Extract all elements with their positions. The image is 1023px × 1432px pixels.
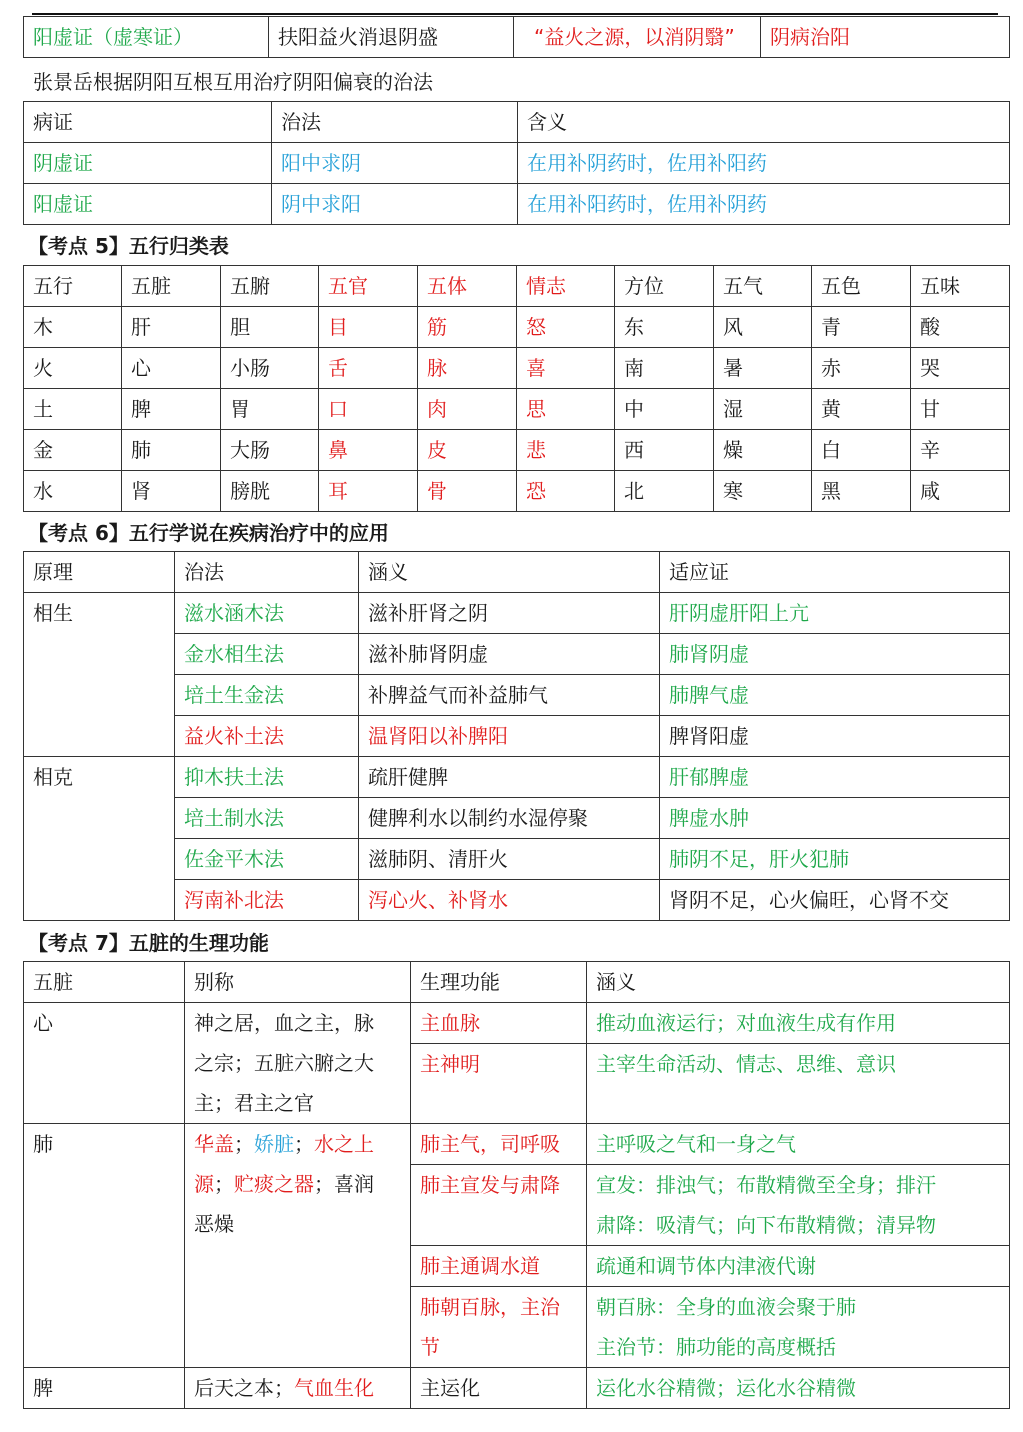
alias-line	[194, 1164, 410, 1204]
cell: 风	[714, 307, 812, 348]
cell: 水	[24, 471, 122, 512]
alias-line	[194, 1124, 410, 1164]
column-header: 涵义	[587, 962, 1010, 1003]
alias-zhutan: 贮痰之器	[234, 1172, 314, 1196]
function-line: 节	[420, 1335, 440, 1359]
function-cell	[411, 1287, 587, 1368]
cell: 寒	[714, 471, 812, 512]
alias-sep: ；喜润	[314, 1172, 374, 1196]
alias-huagai: 华盖	[194, 1132, 234, 1156]
column-header: 适应证	[660, 552, 1010, 593]
table-header-row	[24, 962, 1010, 1003]
meaning-cell: 主呼吸之气和一身之气	[587, 1124, 1010, 1165]
column-header: 病证	[24, 102, 272, 143]
alias-qixue: 气血生化	[294, 1376, 374, 1400]
cell: 健脾利水以制约水湿停聚	[359, 798, 660, 839]
table-row	[24, 593, 1010, 634]
cell: 脾肾阳虚	[660, 716, 1010, 757]
cell: 黄	[812, 389, 911, 430]
section5-title: 【考点 5】五行归类表	[28, 234, 229, 258]
alias-shui-b: 源	[194, 1172, 214, 1196]
cell: 肺	[122, 430, 221, 471]
cell: 哭	[911, 348, 1010, 389]
alias-line: 之宗；五脏六腑之大	[194, 1051, 374, 1075]
cell: 胆	[221, 307, 319, 348]
cell: 怒	[517, 307, 615, 348]
alias-cell	[185, 1368, 411, 1409]
cell: 恐	[517, 471, 615, 512]
cell: 咸	[911, 471, 1010, 512]
table-row	[24, 471, 1010, 512]
cell: 阳虚证（虚寒证）	[24, 17, 269, 58]
table-row	[24, 1124, 1010, 1165]
table-row	[24, 348, 1010, 389]
cell: 阳虚证	[24, 184, 272, 225]
cell: 心	[122, 348, 221, 389]
cell: 喜	[517, 348, 615, 389]
cell: 甘	[911, 389, 1010, 430]
organ-cell: 肺	[24, 1124, 185, 1368]
organ-function-table	[23, 961, 1010, 1409]
column-header: 五官	[319, 266, 418, 307]
zhang-title: 张景岳根据阴阳互根互用治疗阴阳偏衰的治法	[33, 70, 433, 94]
cell: 赤	[812, 348, 911, 389]
cell: 火	[24, 348, 122, 389]
column-header: 五脏	[24, 962, 185, 1003]
alias-cell	[185, 1003, 411, 1124]
cell: 佐金平木法	[175, 839, 359, 880]
cell: 暑	[714, 348, 812, 389]
cell: 脾虚水肿	[660, 798, 1010, 839]
cell: 大肠	[221, 430, 319, 471]
cell: 木	[24, 307, 122, 348]
cell: 抑木扶土法	[175, 757, 359, 798]
column-header: 生理功能	[411, 962, 587, 1003]
column-header: 涵义	[359, 552, 660, 593]
meaning-cell: 疏通和调节体内津液代谢	[587, 1246, 1010, 1287]
cell: 滋水涵木法	[175, 593, 359, 634]
function-cell: 肺主宣发与肃降	[411, 1165, 587, 1246]
alias-sep: ；	[234, 1132, 254, 1156]
cell: 扶阳益火消退阴盛	[269, 17, 514, 58]
organ-cell: 脾	[24, 1368, 185, 1409]
cell: 骨	[418, 471, 517, 512]
table-row	[24, 430, 1010, 471]
column-header: 五味	[911, 266, 1010, 307]
cell: 辛	[911, 430, 1010, 471]
cell: 在用补阳药时，佐用补阴药	[518, 184, 1010, 225]
cell: 土	[24, 389, 122, 430]
five-elements-table	[23, 265, 1010, 512]
cell: 悲	[517, 430, 615, 471]
zhang-table	[23, 101, 1010, 225]
meaning-line: 宣发：排浊气；布散精微至全身；排汗	[596, 1173, 936, 1197]
meaning-cell	[587, 1287, 1010, 1368]
column-header: 五气	[714, 266, 812, 307]
meaning-cell: 运化水谷精微；运化水谷精微	[587, 1368, 1010, 1409]
cell: 白	[812, 430, 911, 471]
alias-line: 神之居，血之主，脉	[194, 1011, 374, 1035]
cell: 肺脾气虚	[660, 675, 1010, 716]
cell: 阴虚证	[24, 143, 272, 184]
table-header-row	[24, 102, 1010, 143]
meaning-line: 朝百脉：全身的血液会聚于肺	[596, 1295, 856, 1319]
cell: 燥	[714, 430, 812, 471]
cell: 阴病治阳	[761, 17, 1010, 58]
alias-shui-a: 水之上	[314, 1132, 374, 1156]
section7-title: 【考点 7】五脏的生理功能	[28, 931, 269, 955]
table-row	[24, 1003, 1010, 1044]
column-header: 原理	[24, 552, 175, 593]
cell: 目	[319, 307, 418, 348]
meaning-line: 主治节：肺功能的高度概括	[596, 1335, 836, 1359]
cell: 肺阴不足，肝火犯肺	[660, 839, 1010, 880]
meaning-line: 肃降：吸清气；向下布散精微；清异物	[596, 1213, 936, 1237]
cell: 皮	[418, 430, 517, 471]
cell: 中	[615, 389, 714, 430]
function-cell: 肺主通调水道	[411, 1246, 587, 1287]
cell: 肾	[122, 471, 221, 512]
top-rule	[32, 13, 998, 15]
alias-jiaozang: 娇脏	[254, 1132, 294, 1156]
function-line: 肺朝百脉，主治	[420, 1295, 560, 1319]
column-header: 含义	[518, 102, 1010, 143]
organ-cell: 心	[24, 1003, 185, 1124]
yin-yang-top-row	[23, 16, 1010, 58]
cell: 补脾益气而补益肺气	[359, 675, 660, 716]
cell: 疏肝健脾	[359, 757, 660, 798]
cell: 南	[615, 348, 714, 389]
principle-cell: 相生	[24, 593, 175, 757]
cell: 滋补肺肾阴虚	[359, 634, 660, 675]
column-header: 治法	[175, 552, 359, 593]
cell: 肉	[418, 389, 517, 430]
cell: 泻心火、补肾水	[359, 880, 660, 921]
cell: 金	[24, 430, 122, 471]
table-row	[24, 184, 1010, 225]
table-row	[24, 17, 1010, 58]
cell: 温肾阳以补脾阳	[359, 716, 660, 757]
column-header: 五色	[812, 266, 911, 307]
cell: “益火之源，以消阴翳”	[514, 17, 761, 58]
cell: 肾阴不足，心火偏旺，心肾不交	[660, 880, 1010, 921]
cell: 口	[319, 389, 418, 430]
section6-title: 【考点 6】五行学说在疾病治疗中的应用	[28, 521, 389, 545]
cell: 培土制水法	[175, 798, 359, 839]
principle-cell: 相克	[24, 757, 175, 921]
cell: 金水相生法	[175, 634, 359, 675]
cell: 西	[615, 430, 714, 471]
column-header: 五行	[24, 266, 122, 307]
column-header: 五腑	[221, 266, 319, 307]
table-header-row	[24, 266, 1010, 307]
alias-wuzao: 恶燥	[194, 1212, 234, 1236]
cell: 耳	[319, 471, 418, 512]
function-cell: 肺主气，司呼吸	[411, 1124, 587, 1165]
table-row	[24, 757, 1010, 798]
cell: 湿	[714, 389, 812, 430]
alias-line: 主；君主之官	[194, 1091, 314, 1115]
table-row	[24, 143, 1010, 184]
cell: 北	[615, 471, 714, 512]
alias-houtian: 后天之本；	[194, 1376, 294, 1400]
cell: 肺肾阴虚	[660, 634, 1010, 675]
cell: 思	[517, 389, 615, 430]
cell: 舌	[319, 348, 418, 389]
cell: 筋	[418, 307, 517, 348]
column-header: 治法	[272, 102, 518, 143]
cell: 黑	[812, 471, 911, 512]
function-cell: 主运化	[411, 1368, 587, 1409]
column-header: 五脏	[122, 266, 221, 307]
function-cell: 主血脉	[411, 1003, 587, 1044]
function-cell: 主神明	[411, 1044, 587, 1124]
cell: 脾	[122, 389, 221, 430]
table-row	[24, 389, 1010, 430]
cell: 鼻	[319, 430, 418, 471]
table-row	[24, 1368, 1010, 1409]
cell: 泻南补北法	[175, 880, 359, 921]
meaning-cell	[587, 1165, 1010, 1246]
cell: 肝郁脾虚	[660, 757, 1010, 798]
alias-sep: ；	[294, 1132, 314, 1156]
alias-cell	[185, 1124, 411, 1368]
column-header: 五体	[418, 266, 517, 307]
cell: 肝	[122, 307, 221, 348]
alias-sep: ；	[214, 1172, 234, 1196]
cell: 酸	[911, 307, 1010, 348]
cell: 在用补阴药时，佐用补阳药	[518, 143, 1010, 184]
column-header: 别称	[185, 962, 411, 1003]
cell: 培土生金法	[175, 675, 359, 716]
cell: 青	[812, 307, 911, 348]
cell: 阳中求阴	[272, 143, 518, 184]
column-header: 方位	[615, 266, 714, 307]
cell: 滋肺阴、清肝火	[359, 839, 660, 880]
cell: 肝阴虚肝阳上亢	[660, 593, 1010, 634]
cell: 东	[615, 307, 714, 348]
meaning-cell: 主宰生命活动、情志、思维、意识	[587, 1044, 1010, 1124]
meaning-cell: 推动血液运行；对血液生成有作用	[587, 1003, 1010, 1044]
table-header-row	[24, 552, 1010, 593]
cell: 膀胱	[221, 471, 319, 512]
cell: 滋补肝肾之阴	[359, 593, 660, 634]
cell: 益火补土法	[175, 716, 359, 757]
table-row	[24, 307, 1010, 348]
cell: 脉	[418, 348, 517, 389]
cell: 小肠	[221, 348, 319, 389]
cell: 胃	[221, 389, 319, 430]
cell: 阴中求阳	[272, 184, 518, 225]
column-header: 情志	[517, 266, 615, 307]
treatment-table	[23, 551, 1010, 921]
